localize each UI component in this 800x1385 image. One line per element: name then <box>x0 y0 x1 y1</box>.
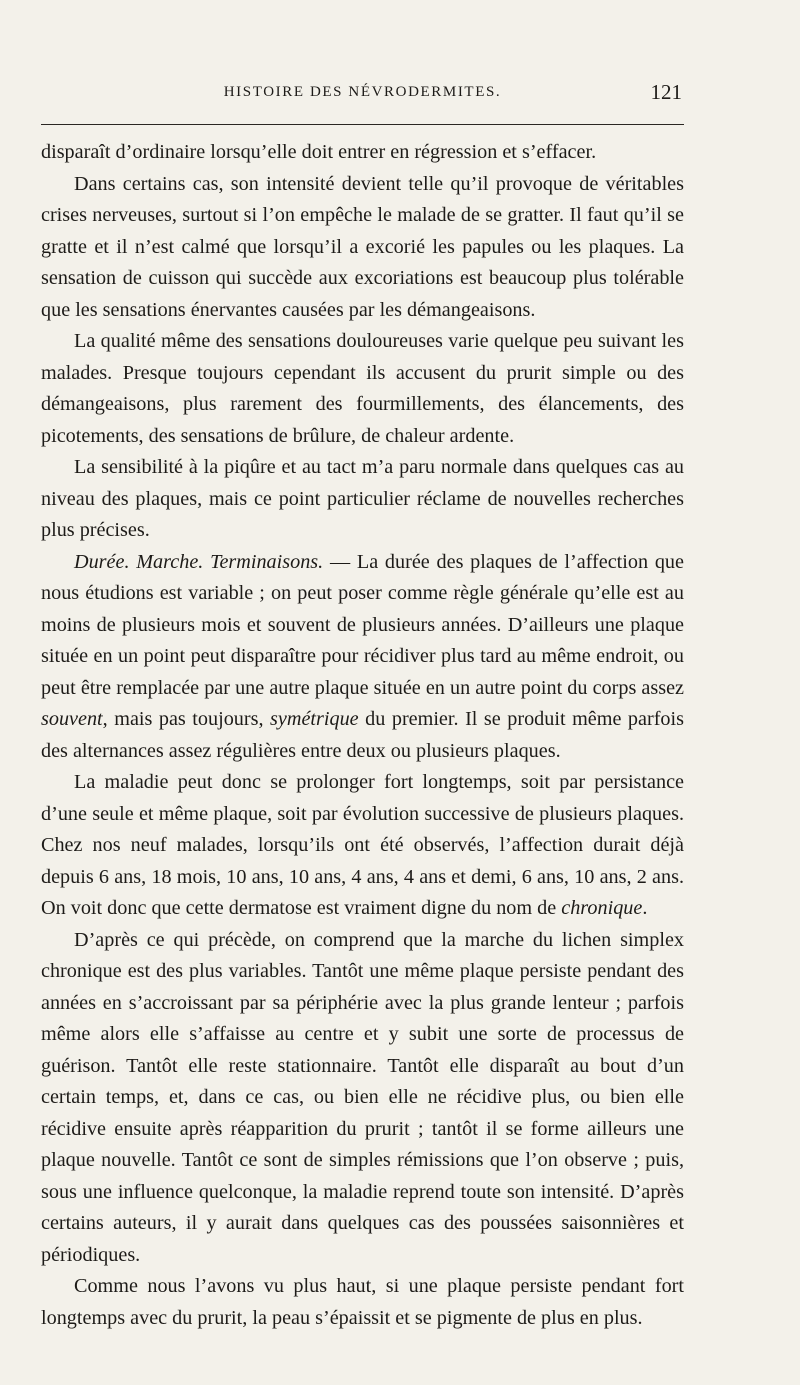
paragraph-text: La maladie peut donc se prolonger fort longtemps, soit par persistance d’une seule et même plaque, soit par évolution successive de plusieurs plaques. Chez nos neuf malades, lorsqu’ils ont été observés, l’affection durait déjà depuis 6 ans, 18 mois, 10 ans, 10 ans, 4 ans, 4 ans et demi, 6 ans, 10 ans, 2 ans. On voit donc que cette dermatose est vraiment digne du nom de <box>41 771 684 919</box>
emphasis: chronique <box>561 897 643 919</box>
emphasis: souvent <box>41 708 103 730</box>
body-text <box>41 137 684 1334</box>
emphasis: symétrique <box>270 708 359 730</box>
paragraph-evolution: D’après ce qui précède, on comprend que la marche du lichen simplex chronique est des plus variables. Tantôt une même plaque persiste pendant des années en s’accroissant par sa périphérie avec la plus grande lenteur ; parfois même alors elle s’affaisse au centre et y subit une sorte de processus de guérison. Tantôt elle reste stationnaire. Tantôt elle disparaît au bout d’un certain temps, et, dans ce cas, ou bien elle ne récidive plus, ou bien elle récidive ensuite après réapparition du prurit ; tantôt il se forme ailleurs une plaque nouvelle. Tantôt ce sont de simples rémissions que l’on observe ; puis, sous une influence quelconque, la maladie reprend toute son intensité. D’après certains auteurs, il y aurait dans quelques cas des poussées saisonnières et périodiques. <box>41 928 684 1266</box>
paragraph-chronicity <box>41 767 684 925</box>
paragraph-duration <box>41 547 684 768</box>
page-header <box>41 80 684 108</box>
paragraph-text: , mais pas toujours, <box>102 708 271 730</box>
paragraph-thickening: Comme nous l’avons vu plus haut, si une plaque persiste pendant fort longtemps avec du prurit, la peau s’épaissit et se pigmente de plus en plus. <box>41 1275 684 1329</box>
paragraph-continuation: disparaît d’ordinaire lorsqu’elle doit entrer en régression et s’effacer. <box>41 141 597 163</box>
paragraph-text: du premier. Il se produit même parfois des alternances assez régulières entre deux ou plusieurs plaques. <box>41 708 684 762</box>
paragraph-text: . <box>642 897 648 919</box>
running-title: HISTOIRE DES NÉVRODERMITES. <box>223 84 502 100</box>
paragraph-sensation-quality: La qualité même des sensations douloureuses varie quelque peu suivant les malades. Presque toujours cependant ils accusent du prurit simple ou des démangeaisons, plus rarement des fourmillements, des élancements, des picotements, des sensations de brûlure, de chaleur ardente. <box>41 330 684 447</box>
paragraph-sensibility: La sensibilité à la piqûre et au tact m’a paru normale dans quelques cas au niveau des plaques, mais ce point particulier réclame de nouvelles recherches plus précises. <box>41 456 684 541</box>
page-number: 121 <box>650 80 682 104</box>
paragraph-text: — La durée des plaques de l’affection que nous étudions est variable ; on peut poser comme règle générale qu’elle est au moins de plusieurs mois et souvent de plusieurs années. D’ailleurs une plaque située en un point peut disparaître pour récidiver plus tard au même endroit, ou peut être remplacée par une autre plaque située en un autre point du corps assez <box>41 550 684 699</box>
header-rule <box>41 124 684 125</box>
section-heading: Durée. Marche. Terminaisons. <box>74 550 324 573</box>
paragraph-itching-intensity: Dans certains cas, son intensité devient telle qu’il provoque de véritables crises nerveuses, surtout si l’on empêche le malade de se gratter. Il faut qu’il se gratte et il n’est calmé que lorsqu’il a excorié les papules ou les plaques. La sensation de cuisson qui succède aux excoriations est beaucoup plus tolérable que les sensations énervantes causées par les démangeaisons. <box>41 172 684 321</box>
